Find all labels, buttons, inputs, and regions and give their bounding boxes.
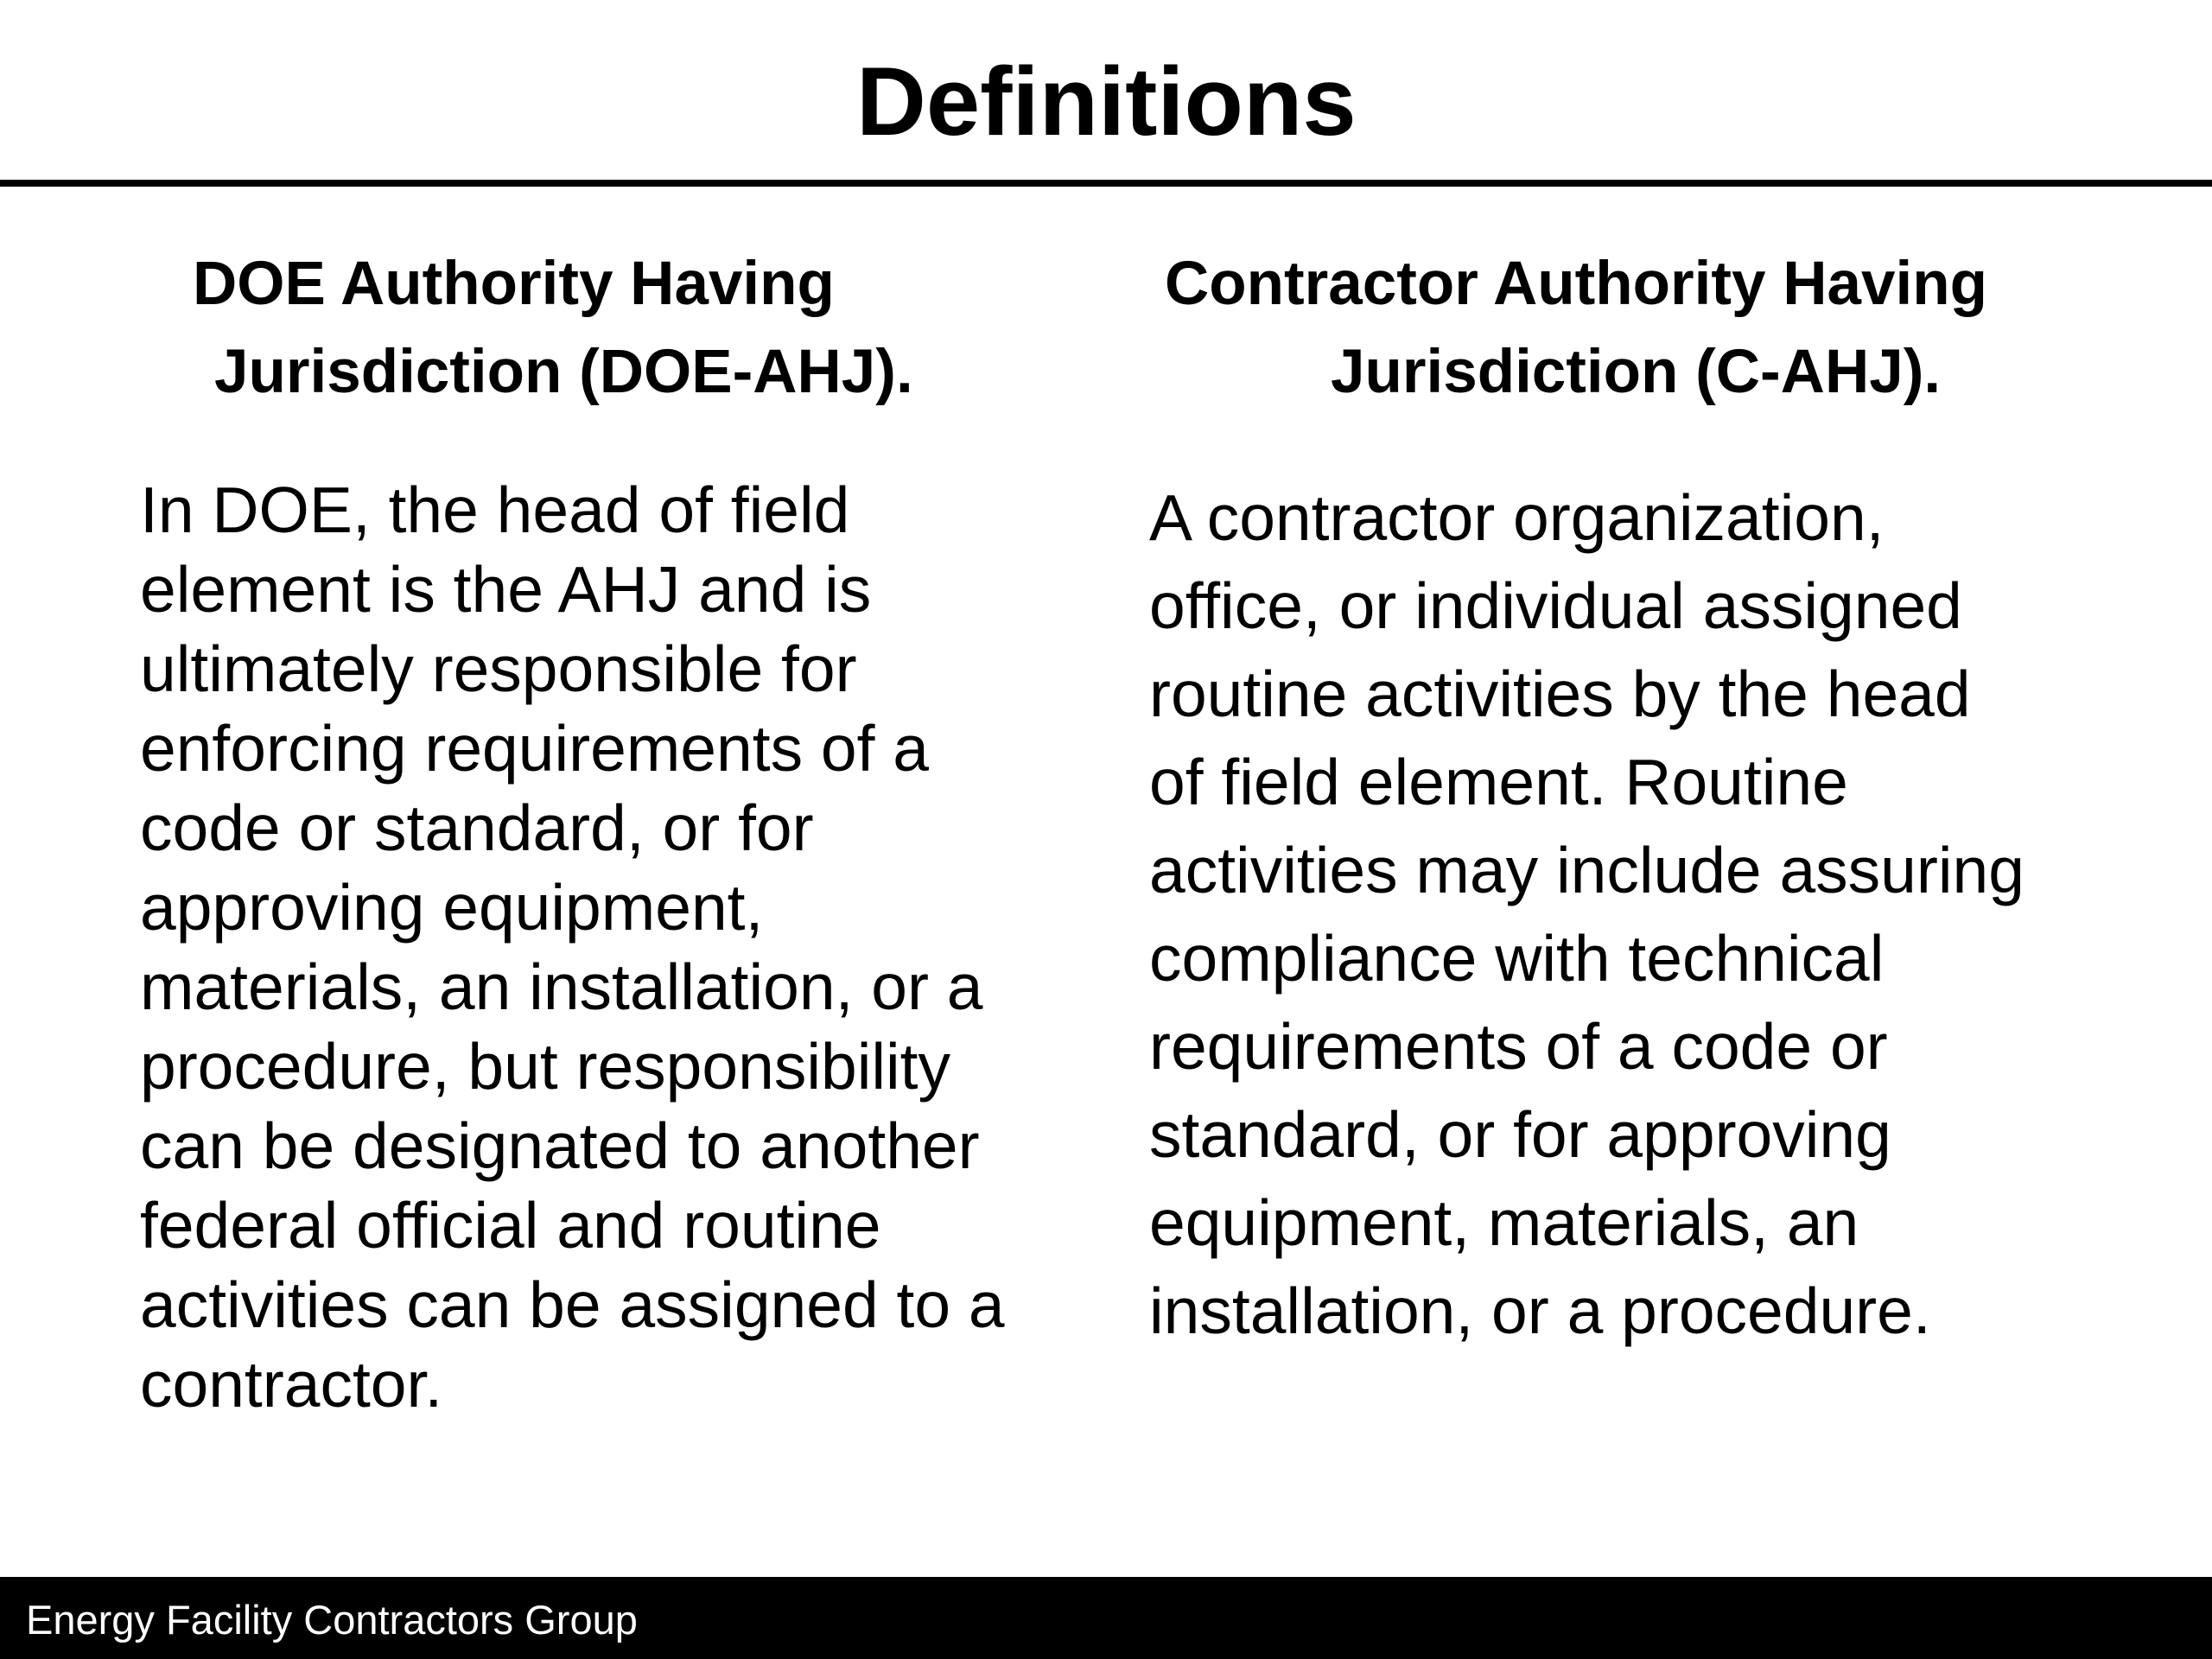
right-body-line: activities may include assuring (1149, 834, 2024, 906)
left-body-line: materials, an installation, or a (140, 950, 983, 1023)
left-body-line: procedure, but responsibility (140, 1030, 951, 1103)
footer-organization-name: Energy Facility Contractors Group (26, 1597, 638, 1643)
slide-title: Definitions (856, 48, 1357, 156)
right-body-line: routine activities by the head (1149, 658, 1971, 730)
right-body-line: compliance with technical (1149, 922, 1885, 995)
right-body-line: office, or individual assigned (1149, 569, 1962, 642)
left-body-line: code or standard, or for (140, 791, 814, 864)
right-body-line: equipment, materials, an (1149, 1186, 1859, 1259)
left-body-line: activities can be assigned to a (140, 1268, 1005, 1341)
left-body-line: contractor. (140, 1348, 443, 1421)
footer-bar (0, 1577, 2212, 1659)
right-heading-line-1: Contractor Authority Having (1165, 250, 1987, 318)
left-body-line: In DOE, the head of field (140, 474, 850, 546)
right-heading-line-2: Jurisdiction (C-AHJ). (1331, 338, 1942, 406)
left-body-line: enforcing requirements of a (140, 712, 930, 785)
right-body-line: standard, or for approving (1149, 1098, 1891, 1171)
left-body-line: ultimately responsible for (140, 632, 857, 705)
left-body-line: can be designated to another (140, 1109, 980, 1182)
left-heading-line-1: DOE Authority Having (193, 250, 835, 318)
left-heading-line-2: Jurisdiction (DOE-AHJ). (214, 338, 913, 406)
right-body-line: of field element. Routine (1149, 746, 1848, 818)
left-body-line: approving equipment, (140, 871, 764, 944)
left-body-line: element is the AHJ and is (140, 553, 872, 626)
right-body-line: installation, or a procedure. (1149, 1274, 1931, 1347)
right-body-line: A contractor organization, (1149, 481, 1885, 554)
left-body-line: federal official and routine (140, 1189, 881, 1262)
title-divider (0, 180, 2212, 187)
right-body-line: requirements of a code or (1149, 1010, 1888, 1083)
